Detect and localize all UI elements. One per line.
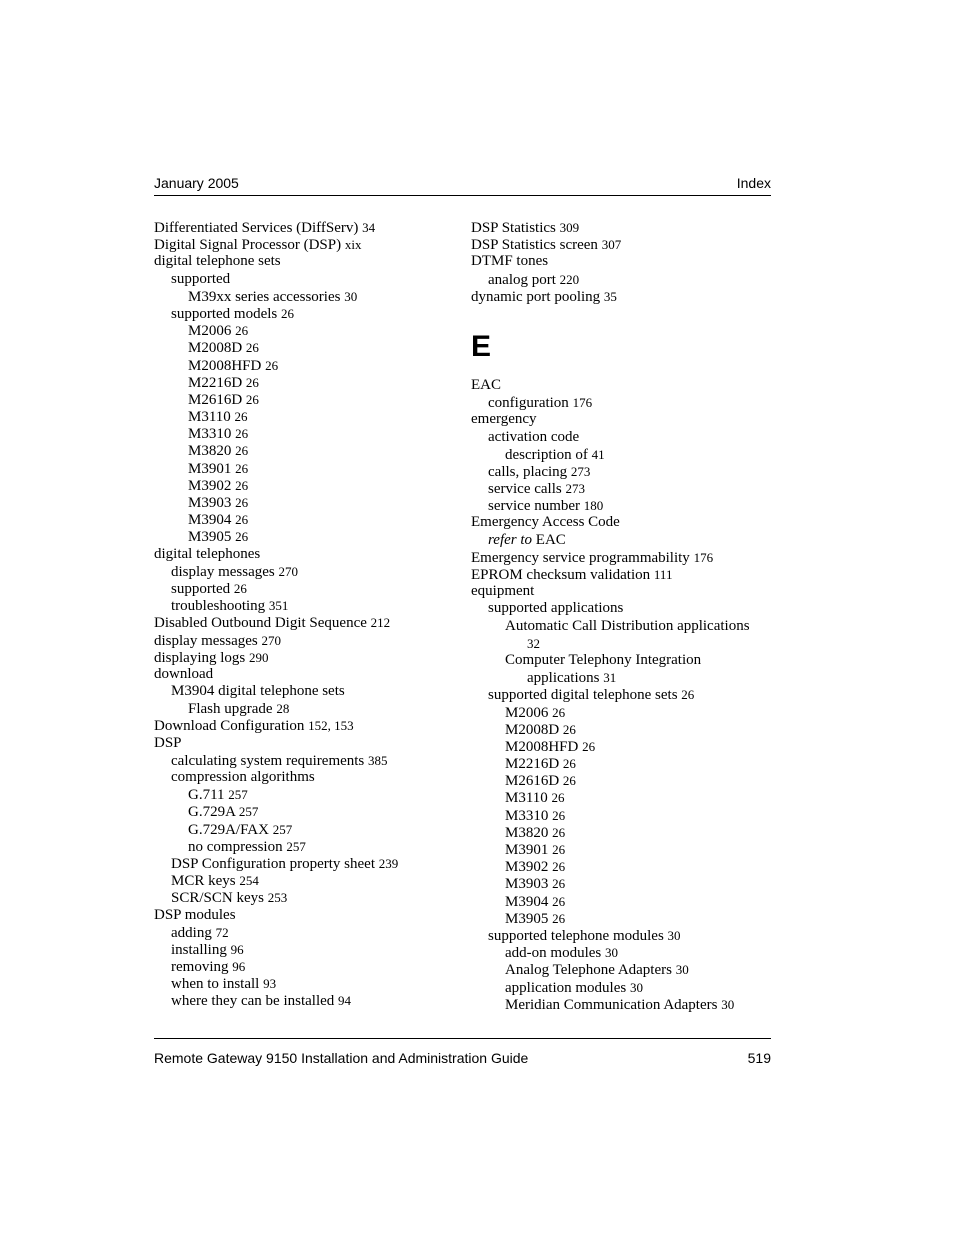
index-entry (154, 374, 459, 391)
index-entry (471, 824, 771, 841)
index-entry (154, 821, 459, 838)
index-entry (154, 477, 459, 494)
index-term: DSP (154, 734, 182, 751)
index-entry (471, 271, 771, 288)
cross-reference-label: refer to (488, 531, 533, 548)
page-reference: 94 (338, 993, 352, 1009)
page-reference: 30 (604, 945, 618, 961)
index-term: analog port (488, 271, 556, 288)
page-reference: 309 (559, 220, 580, 235)
index-entry (471, 789, 771, 806)
index-term: calculating system requirements (171, 752, 365, 769)
index-entry (154, 700, 459, 717)
page-reference: 26 (552, 859, 566, 875)
index-term: DSP Statistics screen (471, 237, 598, 254)
index-entry (154, 889, 459, 906)
index-section-letter: E (471, 329, 492, 363)
index-entry (154, 528, 459, 545)
index-column-right (471, 219, 771, 1013)
index-term: digital telephone sets (154, 253, 281, 270)
index-term: G.711 (188, 787, 225, 804)
index-term: supported telephone modules (488, 927, 664, 944)
index-term: M3820 (188, 443, 232, 460)
index-entry (154, 958, 459, 975)
index-entry (154, 786, 459, 803)
index-entry (154, 597, 459, 614)
index-entry (154, 614, 459, 631)
page-reference: 32 (527, 635, 540, 651)
index-entry (471, 497, 771, 514)
index-entry (154, 236, 459, 253)
index-entry (471, 652, 771, 686)
page-reference: 270 (278, 563, 298, 579)
page-reference: 26 (235, 512, 249, 528)
page-reference: 26 (551, 790, 565, 806)
index-entry (471, 219, 771, 236)
index-term: Computer Telephony Integration (505, 651, 702, 668)
page-reference: 26 (582, 738, 596, 754)
index-entry (471, 446, 771, 463)
page-header (154, 175, 771, 196)
index-term: Emergency service programmability (471, 549, 690, 566)
page-reference: 180 (583, 498, 604, 514)
index-term: M3901 (188, 460, 232, 477)
index-term: Download Configuration (154, 718, 305, 735)
index-term: EAC (535, 531, 566, 548)
index-term: supported (171, 580, 231, 597)
page-reference: 385 (368, 752, 388, 768)
index-term: displaying logs (154, 649, 246, 666)
index-term: application modules (505, 979, 627, 996)
index-term: supported applications (488, 600, 624, 617)
index-entry (154, 219, 459, 236)
page-reference: 26 (233, 580, 247, 596)
index-entry (471, 566, 771, 583)
index-term: M3905 (505, 910, 549, 927)
page-number: 519 (747, 1050, 771, 1066)
page-reference: 26 (245, 374, 259, 390)
index-term: when to install (171, 976, 260, 993)
index-term: compression algorithms (171, 769, 315, 785)
index-entry (154, 666, 459, 683)
index-entry (471, 394, 771, 411)
page-reference: 290 (249, 649, 269, 665)
index-entry (471, 377, 771, 394)
index-term: DTMF tones (471, 253, 549, 270)
index-term: M2008D (505, 721, 560, 738)
index-entry (154, 769, 459, 786)
index-entry (154, 425, 459, 442)
page-reference: 96 (230, 941, 244, 957)
index-entry (154, 563, 459, 580)
page-reference: 257 (238, 804, 259, 820)
index-entry (154, 494, 459, 511)
index-entry (471, 996, 771, 1013)
page-reference: 273 (565, 481, 585, 497)
index-term: M2008D (188, 340, 243, 357)
index-term: emergency (471, 411, 537, 428)
index-entry (154, 838, 459, 855)
index-term: DSP modules (154, 906, 236, 923)
index-term: Meridian Communication Adapters (505, 996, 718, 1013)
index-entry (154, 460, 459, 477)
page-reference: 96 (232, 959, 246, 975)
index-entry (471, 807, 771, 824)
page-reference: 26 (245, 340, 259, 356)
page-reference: 26 (552, 876, 566, 892)
index-entry (471, 253, 771, 270)
index-term: display messages (154, 632, 258, 649)
index-entry (471, 841, 771, 858)
index-entry (154, 717, 459, 734)
index-entry (471, 910, 771, 927)
page-reference: 26 (681, 687, 695, 703)
page-reference: 26 (235, 495, 249, 510)
index-term: Disabled Outbound Digit Sequence (154, 615, 367, 632)
index-term: EPROM checksum validation (471, 567, 651, 583)
index-term: activation code (488, 428, 580, 445)
index-term: calls, placing (488, 463, 568, 480)
page-reference: 26 (552, 824, 566, 840)
header-date: January 2005 (154, 175, 239, 191)
index-term: M3310 (188, 426, 232, 443)
page-reference: 26 (235, 426, 249, 442)
index-term: display messages (171, 563, 275, 580)
index-entry (154, 855, 459, 872)
page-reference: 26 (552, 704, 566, 720)
page-reference: 152, 153 (308, 718, 354, 734)
index-term: M39xx series accessories (188, 288, 341, 305)
page-reference: 26 (235, 443, 249, 459)
index-term: M2006 (505, 704, 549, 721)
index-entry (471, 944, 771, 961)
index-entry (154, 305, 459, 322)
index-entry (471, 480, 771, 497)
page-reference: 26 (562, 756, 576, 772)
index-entry (471, 704, 771, 721)
page-reference: 257 (228, 787, 248, 803)
index-entry (471, 583, 771, 600)
index-term: M3110 (505, 790, 548, 807)
index-term: M3902 (188, 477, 232, 494)
index-entry (471, 961, 771, 978)
index-term: supported (171, 270, 231, 287)
index-term: M3904 (188, 512, 232, 529)
page-reference: 28 (276, 701, 290, 717)
index-term: M2616D (188, 391, 243, 408)
page-reference: 30 (675, 962, 689, 978)
index-entry (154, 288, 459, 305)
index-entry (154, 872, 459, 889)
page-reference: 26 (234, 409, 248, 425)
page-reference: 176 (693, 549, 714, 565)
page-reference: 176 (572, 395, 593, 411)
index-entry (471, 893, 771, 910)
page-reference: 72 (215, 924, 229, 940)
page-reference: 253 (267, 890, 288, 906)
page-reference: 26 (552, 910, 566, 926)
index-term: DSP Configuration property sheet (171, 855, 376, 872)
page-reference: 26 (281, 305, 294, 321)
page-reference: 212 (370, 615, 391, 631)
index-entry (154, 391, 459, 408)
index-term: M3904 (505, 893, 549, 910)
index-entry (154, 924, 459, 941)
page-reference: 30 (629, 979, 643, 995)
index-term: Automatic Call Distribution applications (505, 617, 750, 634)
index-term: troubleshooting (171, 598, 266, 615)
index-entry (154, 442, 459, 459)
page-reference: 220 (559, 271, 580, 287)
index-term: Analog Telephone Adapters (505, 962, 672, 979)
index-entry (154, 408, 459, 425)
page-reference: 26 (562, 773, 576, 789)
index-term: Differentiated Services (DiffServ) (154, 220, 359, 236)
index-term-continuation (505, 635, 771, 653)
page-reference: 257 (272, 821, 293, 837)
page-reference: 26 (235, 460, 249, 476)
index-term: M2216D (188, 374, 243, 391)
page-reference: 31 (603, 670, 617, 686)
index-entry (471, 927, 771, 944)
index-entry (154, 803, 459, 820)
index-entry (471, 549, 771, 566)
page-reference: 257 (286, 838, 306, 854)
index-term: G.729A (188, 804, 236, 821)
page-reference: 273 (570, 463, 591, 479)
index-entry (154, 752, 459, 769)
page-reference: 26 (552, 842, 566, 858)
page-reference: 26 (552, 807, 566, 823)
index-entry (154, 357, 459, 374)
index-entry (154, 253, 459, 270)
index-term: SCR/SCN keys (171, 890, 264, 907)
index-entry (471, 618, 771, 652)
page-reference: 26 (552, 893, 566, 909)
page-reference: xix (344, 237, 362, 253)
page-reference: 41 (591, 446, 605, 462)
index-entry (471, 755, 771, 772)
index-term: supported models (171, 305, 278, 322)
index-term: G.729A/FAX (188, 821, 269, 838)
index-term: Flash upgrade (188, 701, 273, 718)
index-term: M3903 (188, 495, 232, 511)
page-reference: 270 (261, 632, 281, 648)
index-entry (471, 532, 771, 549)
index-term: M3901 (505, 842, 549, 859)
index-term: dynamic port pooling (471, 288, 601, 305)
page-reference: 30 (344, 288, 358, 304)
index-entry (154, 322, 459, 339)
page-reference: 26 (235, 477, 249, 493)
index-term: removing (171, 959, 229, 976)
index-term: M3903 (505, 876, 549, 893)
index-term: add-on modules (505, 945, 602, 962)
index-entry (471, 875, 771, 892)
index-term: M3902 (505, 859, 549, 876)
index-term: where they can be installed (171, 993, 335, 1010)
index-entry (471, 514, 771, 531)
index-entry (471, 288, 771, 305)
index-entry (154, 683, 459, 700)
index-term: EAC (471, 376, 501, 393)
index-term: M3905 (188, 529, 232, 546)
page-reference: 351 (268, 598, 289, 614)
index-entry (154, 580, 459, 597)
index-entry (471, 463, 771, 480)
index-term: M3904 digital telephone sets (171, 683, 345, 700)
index-entry (471, 979, 771, 996)
index-entry (471, 600, 771, 617)
index-entry (154, 992, 459, 1009)
page-reference: 111 (653, 567, 673, 582)
index-entry (154, 735, 459, 752)
page-reference: 26 (245, 391, 259, 407)
index-term: digital telephones (154, 545, 261, 562)
index-term: equipment (471, 583, 535, 600)
index-entry (154, 941, 459, 958)
index-term: configuration (488, 395, 569, 412)
index-entry (154, 907, 459, 924)
index-term: applications (527, 670, 600, 687)
page-reference: 239 (378, 855, 399, 871)
page-footer (154, 1038, 771, 1067)
index-term: M3110 (188, 409, 231, 426)
index-term: M3310 (505, 807, 549, 824)
index-term: M2008HFD (505, 738, 579, 755)
index-entry (154, 511, 459, 528)
index-term: adding (171, 924, 212, 941)
index-entry (154, 632, 459, 649)
index-entry (154, 271, 459, 288)
index-term: download (154, 665, 214, 682)
index-term: DSP Statistics (471, 220, 556, 236)
index-term: Emergency Access Code (471, 514, 620, 531)
footer-title: Remote Gateway 9150 Installation and Administration Guide (154, 1050, 529, 1066)
page-reference: 35 (603, 288, 617, 304)
index-term: M2008HFD (188, 357, 262, 374)
page-reference: 307 (601, 237, 622, 253)
header-section: Index (736, 175, 771, 191)
page-reference: 34 (362, 220, 376, 235)
index-term: M2216D (505, 756, 560, 773)
index-term: description of (505, 446, 588, 463)
index-term-continuation (505, 669, 771, 687)
index-entry (471, 772, 771, 789)
index-entry (471, 721, 771, 738)
index-entry (471, 738, 771, 755)
index-term: MCR keys (171, 873, 236, 890)
index-entry (471, 686, 771, 703)
page-reference: 26 (235, 529, 249, 545)
index-term: M3820 (505, 824, 549, 841)
index-entry (471, 429, 771, 446)
index-entry (471, 858, 771, 875)
page-reference: 26 (235, 323, 249, 339)
index-entry (154, 975, 459, 992)
page-reference: 93 (263, 976, 277, 992)
page-reference: 26 (265, 357, 279, 373)
index-term: M2616D (505, 773, 560, 790)
index-entry (154, 339, 459, 356)
page-reference: 254 (239, 873, 259, 889)
page-reference: 30 (667, 927, 681, 943)
page-reference: 30 (721, 996, 735, 1012)
index-term: service number (488, 498, 581, 515)
index-term: service calls (488, 481, 562, 498)
index-entry (471, 411, 771, 428)
page-reference: 26 (562, 721, 576, 737)
index-entry (154, 649, 459, 666)
index-entry (471, 236, 771, 253)
index-column-left (154, 219, 459, 1010)
index-term: Digital Signal Processor (DSP) (154, 237, 342, 254)
index-term: installing (171, 941, 227, 958)
index-entry (154, 546, 459, 563)
index-term: M2006 (188, 323, 232, 340)
index-term: supported digital telephone sets (488, 687, 678, 704)
index-term: no compression (188, 838, 283, 855)
